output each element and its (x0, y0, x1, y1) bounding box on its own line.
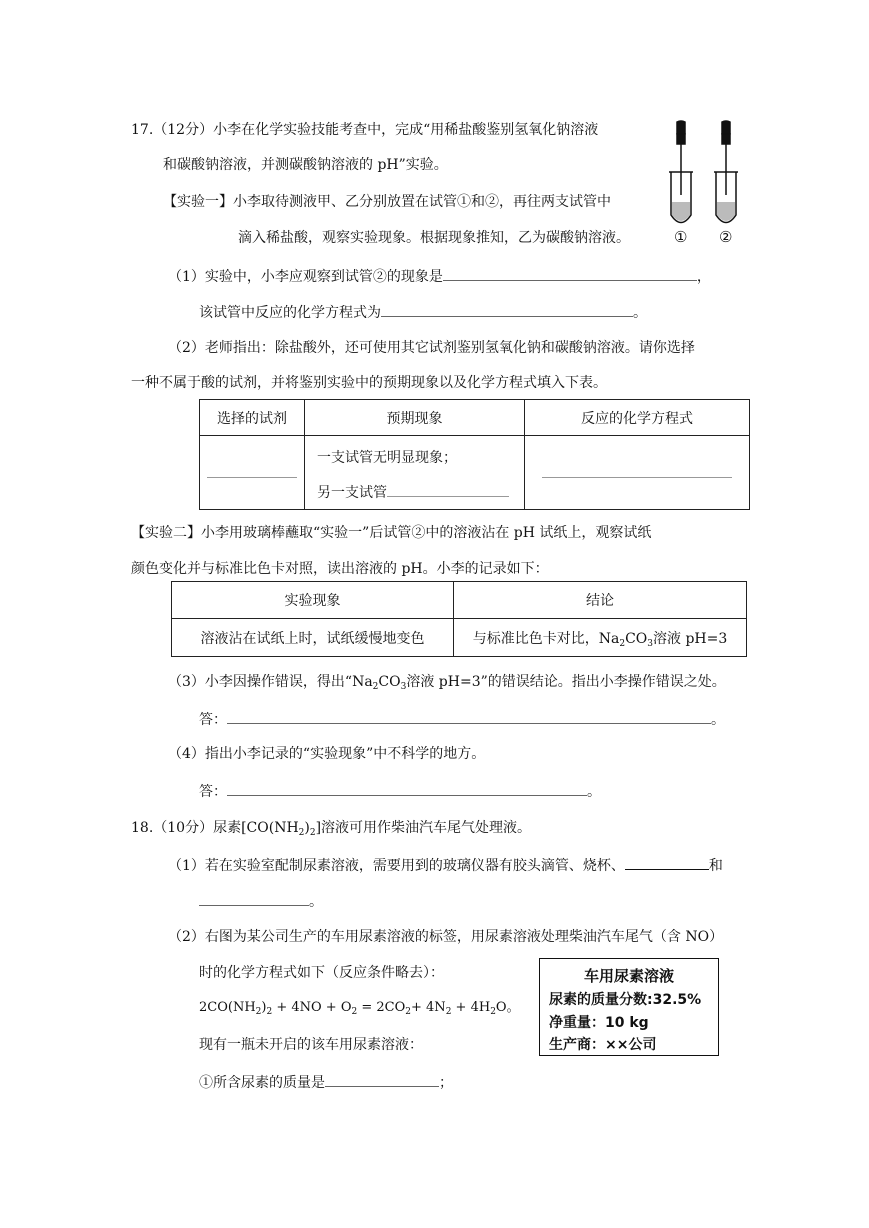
chemical-equation (199, 999, 520, 1017)
q17-p3-sub2: 3 (400, 682, 407, 692)
q18-p2d-end: ； (439, 1075, 453, 1091)
conclusion-sub1: 2 (619, 638, 626, 649)
header-reagent: 选择的试剂 (200, 400, 305, 436)
phenomenon-line2-text: 另一支试管 (317, 485, 387, 501)
phenomenon-line1: 一支试管无明显现象； (317, 450, 457, 466)
phenomenon-blank[interactable] (387, 482, 509, 497)
conclusion-pre: 与标准比色卡对比，Na (472, 630, 620, 647)
eq-part-5: + 4N (411, 1000, 446, 1015)
eq-sub-2: 2 (266, 1007, 273, 1017)
reagent-cell (200, 436, 305, 510)
eq-part-1: 2CO(NH (199, 1000, 256, 1015)
header-conclusion: 结论 (454, 582, 747, 619)
q17-p3-post: 溶液 pH=3”的错误结论。指出小李操作错误之处。 (406, 674, 726, 690)
q17-p3-sub1: 2 (372, 682, 379, 692)
tube-2-label: ② (719, 228, 733, 246)
q18-line1 (131, 819, 531, 837)
label-fraction: 尿素的质量分数:32.5% (549, 992, 702, 1008)
q17-p3-line1 (168, 673, 726, 691)
q17-p1b-end: 。 (633, 305, 647, 321)
exp1-tag: 【实验一】 (163, 194, 233, 210)
answer-blank-7[interactable] (325, 1072, 439, 1087)
q18-p2-line3: 现有一瓶未开启的该车用尿素溶液： (199, 1037, 423, 1053)
test-tube-figure (663, 120, 745, 245)
eq-part-2: ) (261, 1000, 267, 1015)
q17-p2-line2: 一种不属于酸的试剂，并将鉴别实验中的预期现象以及化学方程式填入下表。 (131, 375, 607, 391)
eq-part-7: O。 (495, 1000, 520, 1015)
reagent-table (199, 399, 750, 510)
q17-p3-pre: （3）小李因操作错误，得出“Na (168, 674, 373, 690)
conclusion-cell (454, 619, 747, 657)
urea-product-label (539, 958, 719, 1056)
q17-line1: 17.（12分）小李在化学实验技能考查中，完成“用稀盐酸鉴别氢氧化钠溶液 (131, 122, 599, 138)
header-phenomenon: 预期现象 (305, 400, 525, 436)
q18-p2-line4 (199, 1072, 453, 1092)
q18-p1-line2 (199, 891, 323, 911)
answer-blank-4[interactable] (227, 781, 587, 796)
q17-p3-mid: CO (378, 674, 401, 690)
q18-p2-line1: （2）右图为某公司生产的车用尿素溶液的标签，用尿素溶液处理柴油汽车尾气（含 NO） (168, 929, 724, 945)
reagent-blank[interactable] (207, 463, 297, 478)
label-weight: 净重量：10 kg (549, 1015, 649, 1031)
q18-p2d-text: ①所含尿素的质量是 (199, 1075, 325, 1091)
q18-p1-text: （1）若在实验室配制尿素溶液，需要用到的玻璃仪器有胶头滴管、烧杯、 (168, 858, 625, 874)
eq-sub-6: 2 (490, 1007, 496, 1017)
header-equation: 反应的化学方程式 (525, 400, 750, 436)
q17-p4-answer-line (199, 781, 601, 801)
observation-cell: 溶液沾在试纸上时，试纸缓慢地变色 (172, 619, 454, 657)
eq-sub-5: 2 (445, 1007, 452, 1017)
exp2-line2: 颜色变化并与标准比色卡对照，读出溶液的 pH。小李的记录如下： (131, 561, 549, 577)
label-maker: 生产商：××公司 (549, 1037, 657, 1053)
exp1-line2: 滴入稀盐酸，观察实验现象。根据现象推知，乙为碳酸钠溶液。 (238, 230, 630, 246)
q17-line2: 和碳酸钠溶液，并测碳酸钠溶液的 pH”实验。 (163, 157, 448, 173)
q17-p1-text: （1）实验中，小李应观察到试管②的现象是 (168, 269, 443, 285)
answer-blank-5[interactable] (625, 855, 709, 870)
exp1-line1 (163, 193, 611, 211)
tube-1-label: ① (674, 228, 688, 246)
q18-p1b-end: 。 (309, 894, 323, 910)
q17-p1b-text: 该试管中反应的化学方程式为 (199, 305, 381, 321)
q18-line1-post: ) (304, 820, 310, 836)
q17-p1-line2 (199, 302, 647, 322)
exp2-line1 (131, 524, 651, 542)
exp2-tag: 【实验二】 (131, 525, 201, 541)
exp1-text1: 小李取待测液甲、乙分别放置在试管①和②，再往两支试管中 (233, 194, 611, 210)
q17-p3-answer-label: 答： (199, 712, 227, 728)
q17-p1-line1 (168, 266, 711, 286)
header-observation: 实验现象 (172, 582, 454, 619)
exp2-text1: 小李用玻璃棒蘸取“实验一”后试管②中的溶液沾在 pH 试纸上，观察试纸 (201, 525, 652, 541)
q18-p2-line2: 时的化学方程式如下（反应条件略去）： (199, 965, 444, 981)
q18-line1-pre: 18.（10分）尿素[CO(NH (131, 820, 299, 836)
phenomenon-line2 (317, 482, 524, 502)
label-title: 车用尿素溶液 (583, 967, 674, 985)
q17-p4-answer-label: 答： (199, 784, 227, 800)
q18-p1-line1 (168, 855, 723, 875)
q18-p1-end: 和 (708, 858, 723, 874)
answer-blank-2[interactable] (381, 302, 633, 317)
q17-p4-end: 。 (587, 784, 601, 800)
eq-sub-1: 2 (255, 1007, 262, 1017)
tube-1-icon (669, 121, 693, 223)
eq-part-6: + 4H (451, 1000, 491, 1015)
conclusion-mid: CO (625, 630, 648, 647)
answer-blank-1[interactable] (443, 266, 697, 281)
q17-p4-line1: （4）指出小李记录的“实验现象”中不科学的地方。 (168, 746, 486, 762)
answer-blank-3[interactable] (227, 709, 711, 724)
eq-part-3: + 4NO + O (272, 1000, 352, 1015)
q18-line1-sub2: 2 (309, 828, 316, 838)
tube-2-icon (714, 121, 738, 223)
q17-p3-answer-line (199, 709, 725, 729)
q17-p2-line1: （2）老师指出：除盐酸外，还可使用其它试剂鉴别氢氧化钠和碳酸钠溶液。请你选择 (168, 340, 695, 356)
equation-cell (525, 436, 750, 510)
eq-sub-3: 2 (351, 1007, 358, 1017)
conclusion-post: 溶液 pH=3 (653, 630, 728, 647)
eq-sub-4: 2 (405, 1007, 412, 1017)
q18-line1-sub: 2 (298, 828, 305, 838)
q17-p3-end: 。 (711, 712, 725, 728)
phenomenon-cell (305, 436, 525, 510)
record-table (171, 581, 747, 657)
eq-part-4: = 2CO (357, 1000, 406, 1015)
equation-blank[interactable] (542, 463, 732, 478)
q18-line1-end: ]溶液可用作柴油汽车尾气处理液。 (315, 820, 532, 836)
conclusion-sub2: 3 (647, 638, 653, 649)
answer-blank-6[interactable] (199, 891, 309, 906)
q17-p1-end: ， (696, 269, 711, 285)
